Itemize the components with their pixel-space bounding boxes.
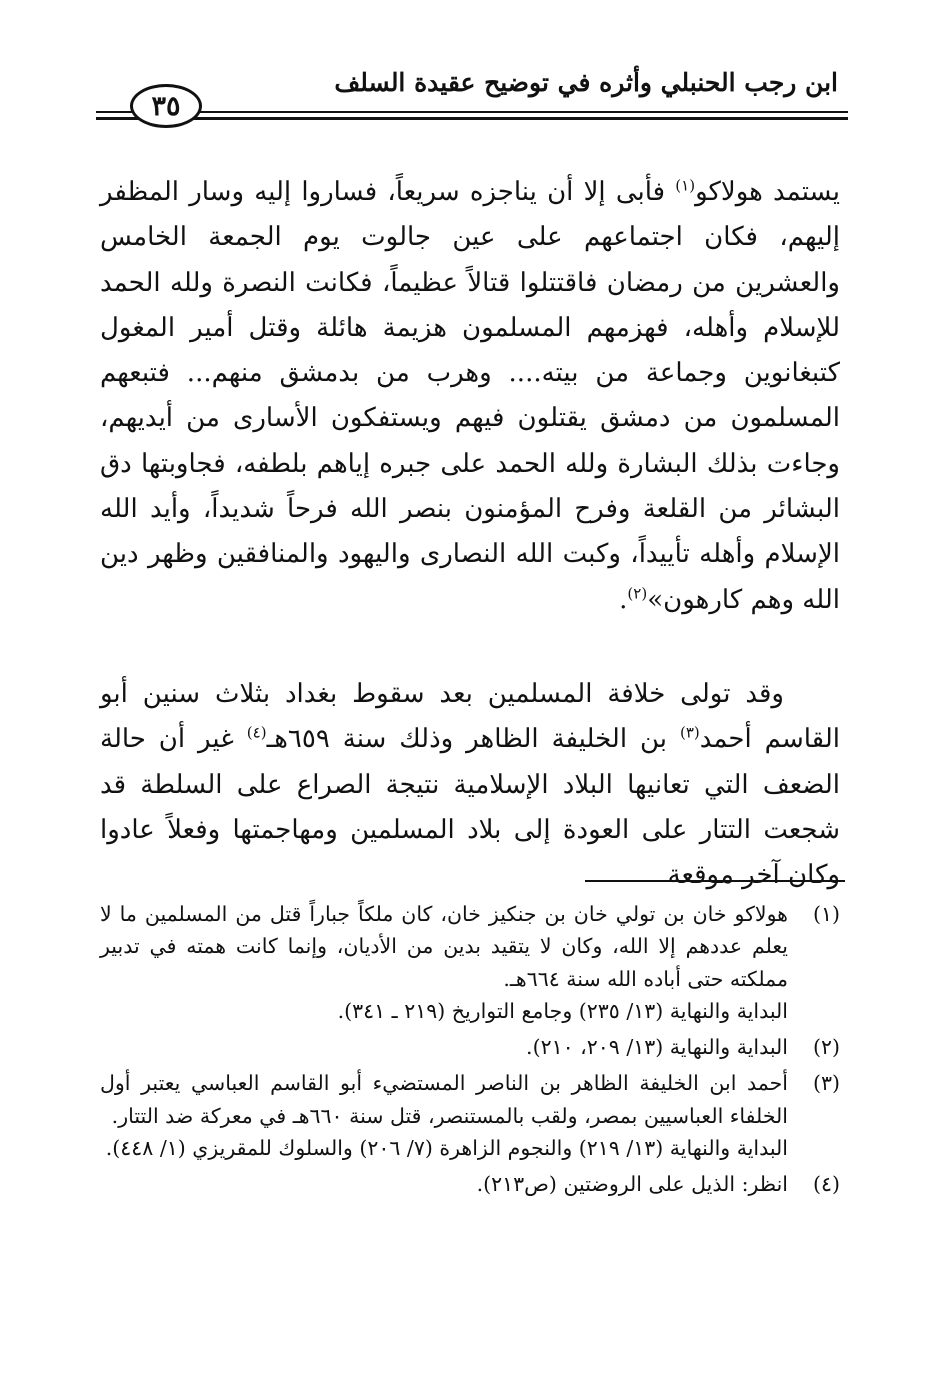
- paragraph-end: .: [619, 584, 628, 615]
- footnote-4: [100, 1168, 840, 1200]
- footnote-number: (١): [812, 902, 840, 926]
- footnote-ref-2[interactable]: (٢): [627, 584, 648, 603]
- footnote-number: (٢): [812, 1035, 840, 1060]
- body-paragraph-2: [100, 672, 840, 898]
- footnote-3-source: البداية والنهاية (١٣/ ٢١٩) والنجوم الزاهرة (٧/ ٢٠٦) والسلوك للمقريزي (١/ ٤٤٨).: [105, 1136, 788, 1161]
- footnote-1-source: البداية والنهاية (١٣/ ٢٣٥) وجامع التواريخ (٢١٩ ـ ٣٤١).: [337, 998, 788, 1023]
- paragraph-text: غير أن حالة الضعف التي تعانيها البلاد الإسلامية نتيجة الصراع على السلطة قد شجعت التتار على العودة إلى بلاد المسلمين ومهاجمتها وفعلاً عادوا وكان آخر موقعة: [100, 724, 840, 891]
- footnote-text: أحمد ابن الخليفة الظاهر بن الناصر المستضيء أبو القاسم العباسي يعتبر أول الخلفاء العباسيين بمصر، ولقب بالمستنصر، قتل سنة ٦٦٠هـ في معركة ضد التتار.: [100, 1071, 788, 1128]
- footnote-ref-3[interactable]: (٣): [679, 723, 700, 742]
- paragraph-text: فأبى إلا أن يناجزه سريعاً، فساروا إليه وسار المظفر إليهم، فكان اجتماعهم على عين جالوت يوم الجمعة الخامس والعشرين من رمضان فاقتتلوا قتالاً عظيماً، فكانت النصرة ولله الحمد للإسلام وأهله، فهزمهم المسلمون هزيمة هائلة وقتل أمير المغول كتبغانوين وجماعة من بيته.... وهرب من بدمشق منهم... فتبعهم المسلمون من دمشق يقتلون فيهم ويستفكون الأسارى من أيديهم، وجاءت بذلك البشارة ولله الحمد على جبره إياهم بلطفه، فجاوبتها دق البشائر من القلعة وفرح المؤمنون بنصر الله فرحاً شديداً، وأيد الله الإسلام وأهله تأييداً، وكبت الله النصارى واليهود والمنافقين وظهر دين الله وهم كارهون»: [100, 177, 840, 615]
- footnote-number: (٣): [812, 1071, 840, 1096]
- header-rule-thick: [96, 117, 848, 120]
- footnote-separator: [585, 880, 845, 882]
- running-header-title: ابن رجب الحنبلي وأثره في توضيح عقيدة السلف: [334, 68, 838, 97]
- paragraph-text: وقد تولى خلافة المسلمين بعد سقوط بغداد بثلاث سنين أبو القاسم أحمد: [100, 679, 840, 755]
- footnote-1: [100, 898, 840, 995]
- footnote-text: انظر: الذيل على الروضتين (ص٢١٣).: [476, 1172, 788, 1197]
- paragraph-text: بن الخليفة الظاهر وذلك سنة ٦٥٩هـ: [266, 724, 680, 755]
- page-number-badge: [130, 84, 202, 128]
- header-rule-thin: [96, 111, 848, 113]
- footnote-text: هولاكو خان بن تولي خان بن جنكيز خان، كان ملكاً جباراً قتل من المسلمين ما لا يعلم عددهم إلا الله، وكان لا يتقيد بدين من الأديان، وإنما كانت همته في تدبير مملكته حتى أباده الله سنة ٦٦٤هـ.: [100, 902, 788, 991]
- footnotes: [100, 898, 840, 1201]
- footnote-number: (٤): [812, 1172, 840, 1197]
- body-paragraph-1: [100, 170, 840, 623]
- paragraph-text: يستمد هولاكو: [695, 177, 840, 207]
- footnote-3: [100, 1067, 840, 1132]
- footnote-ref-1[interactable]: (١): [675, 176, 696, 195]
- page-number: ٣٥: [151, 90, 181, 122]
- footnote-text: البداية والنهاية (١٣/ ٢٠٩، ٢١٠).: [526, 1035, 788, 1060]
- footnote-ref-4[interactable]: (٤): [246, 723, 267, 742]
- footnote-2: [100, 1031, 840, 1063]
